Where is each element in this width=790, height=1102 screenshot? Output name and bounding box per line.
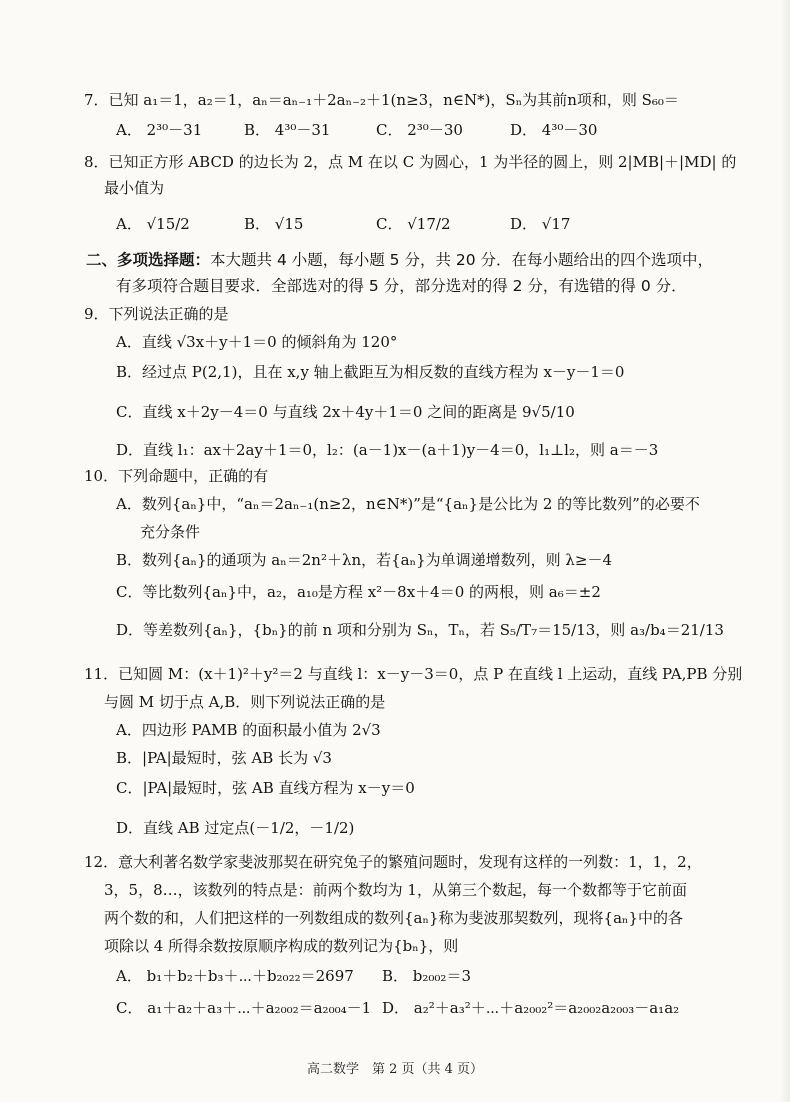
q12-option-d: D． a₂²＋a₃²＋⋯＋a₂₀₀₂²＝a₂₀₀₂a₂₀₀₃－a₁a₂ <box>382 999 680 1017</box>
q11-option-a: A．四边形 PAMB 的面积最小值为 2√3 <box>116 721 381 739</box>
q7-option-d: D． 4³⁰－30 <box>510 121 598 139</box>
q11-option-d: D．直线 AB 过定点(－1/2，－1/2) <box>116 819 355 837</box>
section2-instructions-line1: 本大题共 4 小题，每小题 5 分，共 20 分．在每小题给出的四个选项中， <box>210 251 714 269</box>
q8-option-b: B． √15 <box>244 215 304 233</box>
q11-stem-line2: 与圆 M 切于点 A,B．则下列说法正确的是 <box>104 693 386 711</box>
q7-option-c: C． 2³⁰－30 <box>376 121 463 139</box>
q12-option-a: A． b₁＋b₂＋b₃＋⋯＋b₂₀₂₂＝2697 <box>116 967 354 985</box>
q12-stem-line1: 12．意大利著名数学家斐波那契在研究兔子的繁殖问题时，发现有这样的一列数：1，1，2， <box>84 853 702 871</box>
q10-option-c: C．等比数列{aₙ}中，a₂，a₁₀是方程 x²－8x＋4＝0 的两根，则 a₆＝±2 <box>116 583 601 601</box>
q7-option-a: A． 2³⁰－31 <box>116 121 203 139</box>
q11-stem-line1: 11．已知圆 M：(x＋1)²＋y²＝2 与直线 l：x－y－3＝0，点 P 在直线 l 上运动，直线 PA,PB 分别 <box>84 665 743 683</box>
q12-option-c: C． a₁＋a₂＋a₃＋⋯＋a₂₀₀₂＝a₂₀₀₄－1 <box>116 999 372 1017</box>
q9-option-c: C．直线 x＋2y－4＝0 与直线 2x＋4y＋1＝0 之间的距离是 9√5/10 <box>116 403 575 421</box>
page-footer: 高二数学 第 2 页（共 4 页） <box>306 1062 484 1077</box>
q7-stem: 7．已知 a₁＝1，a₂＝1，aₙ＝aₙ₋₁＋2aₙ₋₂＋1(n≥3，n∈N*)，Sₙ为其前n项和，则 S₆₀＝ <box>84 91 679 109</box>
scan-shadow <box>780 0 790 1102</box>
q12-stem-line4: 项除以 4 所得余数按原顺序构成的数列记为{bₙ}，则 <box>104 937 459 955</box>
section2-title: 二、多项选择题： <box>86 251 211 269</box>
q9-option-b: B．经过点 P(2,1)，且在 x,y 轴上截距互为相反数的直线方程为 x－y－1＝0 <box>116 363 625 381</box>
q9-stem: 9．下列说法正确的是 <box>84 305 229 323</box>
q12-option-b: B． b₂₀₀₂＝3 <box>382 967 471 985</box>
q10-option-d: D．等差数列{aₙ}，{bₙ}的前 n 项和分别为 Sₙ，Tₙ，若 S₅/T₇＝15/13，则 a₃/b₄＝21/13 <box>116 621 724 639</box>
section2-instructions-line2: 有多项符合题目要求．全部选对的得 5 分，部分选对的得 2 分，有选错的得 0 分． <box>116 277 687 295</box>
section2-heading <box>86 250 713 270</box>
q8-option-c: C． √17/2 <box>376 215 451 233</box>
q10-option-b: B．数列{aₙ}的通项为 aₙ＝2n²＋λn，若{aₙ}为单调递增数列，则 λ≥－4 <box>116 551 613 569</box>
q12-stem-line3: 两个数的和，人们把这样的一列数组成的数列{aₙ}称为斐波那契数列，现将{aₙ}中的各 <box>104 909 684 927</box>
q8-option-d: D． √17 <box>510 215 571 233</box>
q9-option-a: A．直线 √3x＋y＋1＝0 的倾斜角为 120° <box>116 333 398 351</box>
q8-stem-line1: 8．已知正方形 ABCD 的边长为 2，点 M 在以 C 为圆心，1 为半径的圆上，则 2|MB|＋|MD| 的 <box>84 153 737 171</box>
q10-option-a-line1: A．数列{aₙ}中，“aₙ＝2aₙ₋₁(n≥2，n∈N*)”是“{aₙ}是公比为 2 的等比数列”的必要不 <box>116 495 700 513</box>
q8-option-a: A． √15/2 <box>116 215 190 233</box>
q9-option-d: D．直线 l₁：ax＋2ay＋1＝0，l₂：(a－1)x－(a＋1)y－4＝0，l₁⊥l₂，则 a＝－3 <box>116 441 659 459</box>
q10-option-a-line2: 充分条件 <box>140 523 201 541</box>
q11-option-c: C．|PA|最短时，弦 AB 直线方程为 x－y＝0 <box>116 779 415 797</box>
q12-stem-line2: 3，5，8…，该数列的特点是：前两个数均为 1，从第三个数起，每一个数都等于它前面 <box>104 881 687 899</box>
q7-option-b: B． 4³⁰－31 <box>244 121 331 139</box>
q10-stem: 10．下列命题中，正确的有 <box>84 467 269 485</box>
q11-option-b: B．|PA|最短时，弦 AB 长为 √3 <box>116 749 332 767</box>
q8-stem-line2: 最小值为 <box>104 179 165 197</box>
